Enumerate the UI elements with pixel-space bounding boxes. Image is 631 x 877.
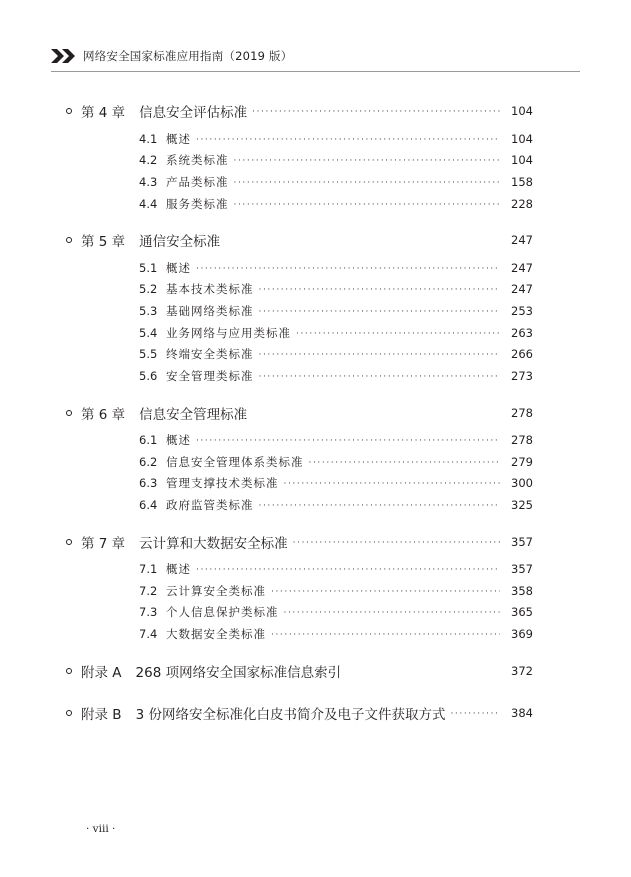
chapter-number: 第 4 章 (81, 105, 126, 121)
chapter-number: 第 6 章 (81, 407, 126, 423)
dot-leader (196, 436, 500, 446)
page-number: 247 (511, 233, 533, 247)
section-title: 服务类标准 (166, 197, 229, 211)
page-number: 278 (511, 433, 533, 447)
section-title: 终端安全类标准 (166, 347, 254, 361)
section-number: 5.5 (139, 347, 158, 361)
toc-section[interactable] (139, 496, 533, 514)
page-number: 365 (511, 605, 533, 619)
page-number: 384 (511, 706, 533, 720)
section-title: 业务网络与应用类标准 (166, 326, 291, 340)
chapter-number: 第 5 章 (81, 234, 126, 250)
page-number: 357 (511, 535, 533, 549)
chapter-title: 云计算和大数据安全标准 (139, 536, 288, 552)
page-folio: · viii · (86, 823, 116, 835)
section-title: 概述 (166, 132, 191, 146)
toc-section[interactable] (139, 195, 533, 213)
dot-leader (271, 630, 500, 640)
bullet-icon (66, 668, 72, 674)
section-title: 政府监管类标准 (166, 498, 254, 512)
section-number: 7.1 (139, 562, 158, 576)
bullet-icon (66, 108, 72, 114)
section-number: 6.3 (139, 476, 158, 490)
toc-section[interactable] (139, 280, 533, 298)
section-number: 5.3 (139, 304, 158, 318)
dot-leader (196, 135, 500, 145)
toc-section[interactable] (139, 431, 533, 449)
appendix-title: 268 项网络安全国家标准信息索引 (135, 665, 342, 681)
section-number: 5.4 (139, 326, 158, 340)
dot-leader (259, 501, 501, 511)
bullet-icon (66, 710, 72, 716)
section-number: 7.3 (139, 605, 158, 619)
page-number: 263 (511, 326, 533, 340)
section-title: 概述 (166, 562, 191, 576)
dot-leader (293, 538, 500, 548)
toc-chapter-7[interactable] (66, 532, 533, 552)
section-number: 4.1 (139, 132, 158, 146)
toc-section[interactable] (139, 625, 533, 643)
page-number: 253 (511, 304, 533, 318)
toc-section[interactable] (139, 259, 533, 277)
page-number: 104 (511, 153, 533, 167)
toc-section[interactable] (139, 173, 533, 191)
toc-chapter-6[interactable] (66, 403, 533, 423)
appendix-number: 附录 A (81, 665, 122, 681)
toc-appendix-b[interactable] (66, 703, 533, 723)
appendix-number: 附录 B (81, 707, 122, 723)
section-number: 7.4 (139, 627, 158, 641)
section-title: 产品类标准 (166, 175, 229, 189)
section-number: 5.6 (139, 369, 158, 383)
section-title: 基本技术类标准 (166, 282, 254, 296)
section-number: 5.1 (139, 261, 158, 275)
page-number: 279 (511, 455, 533, 469)
dot-leader (234, 178, 501, 188)
toc-section[interactable] (139, 324, 533, 342)
page-number: 266 (511, 347, 533, 361)
section-number: 4.3 (139, 175, 158, 189)
chapter-title: 通信安全标准 (139, 234, 221, 250)
dot-leader (196, 264, 500, 274)
dot-leader (259, 350, 501, 360)
section-title: 概述 (166, 433, 191, 447)
dot-leader (259, 285, 501, 295)
bullet-icon (66, 410, 72, 416)
dot-leader (271, 587, 500, 597)
running-header (51, 47, 292, 65)
section-title: 概述 (166, 261, 191, 275)
toc-section[interactable] (139, 603, 533, 621)
chapter-title: 信息安全管理标准 (139, 407, 248, 423)
toc-section[interactable] (139, 130, 533, 148)
dot-leader (309, 458, 501, 468)
section-title: 系统类标准 (166, 153, 229, 167)
toc-chapter-5[interactable] (66, 230, 533, 250)
section-number: 6.2 (139, 455, 158, 469)
toc-section[interactable] (139, 345, 533, 363)
double-chevron-right-icon (51, 49, 77, 63)
dot-leader (296, 329, 500, 339)
page-number: 104 (511, 104, 533, 118)
dot-leader (196, 565, 500, 575)
page-number: 358 (511, 584, 533, 598)
toc-section[interactable] (139, 367, 533, 385)
page-number: 325 (511, 498, 533, 512)
dot-leader (450, 709, 500, 719)
bullet-icon (66, 539, 72, 545)
dot-leader (259, 307, 501, 317)
page-number: 273 (511, 369, 533, 383)
section-title: 云计算安全类标准 (166, 584, 266, 598)
page-number: 228 (511, 197, 533, 211)
section-title: 基础网络类标准 (166, 304, 254, 318)
section-number: 4.2 (139, 153, 158, 167)
section-title: 管理支撑技术类标准 (166, 476, 279, 490)
appendix-title: 3 份网络安全标准化白皮书简介及电子文件获取方式 (135, 707, 446, 723)
toc-chapter-4[interactable] (66, 101, 533, 121)
toc-section[interactable] (139, 302, 533, 320)
section-number: 5.2 (139, 282, 158, 296)
section-title: 安全管理类标准 (166, 369, 254, 383)
toc-section[interactable] (139, 560, 533, 578)
dot-leader (252, 107, 500, 117)
section-title: 个人信息保护类标准 (166, 605, 279, 619)
header-divider (51, 71, 580, 72)
toc-section[interactable] (139, 582, 533, 600)
section-number: 7.2 (139, 584, 158, 598)
toc-section[interactable] (139, 453, 533, 471)
page-number: 278 (511, 406, 533, 420)
page-number: 300 (511, 476, 533, 490)
dot-leader (234, 156, 501, 166)
dot-leader (234, 200, 501, 210)
toc-appendix-a[interactable] (66, 661, 533, 681)
section-title: 大数据安全类标准 (166, 627, 266, 641)
page-number: 357 (511, 562, 533, 576)
page-number: 247 (511, 282, 533, 296)
page-number: 247 (511, 261, 533, 275)
dot-leader (284, 479, 501, 489)
chapter-title: 信息安全评估标准 (139, 105, 248, 121)
page-number: 369 (511, 627, 533, 641)
toc-section[interactable] (139, 151, 533, 169)
bullet-icon (66, 237, 72, 243)
section-number: 6.1 (139, 433, 158, 447)
section-number: 6.4 (139, 498, 158, 512)
dot-leader (284, 608, 501, 618)
page-number: 372 (511, 664, 533, 678)
chapter-number: 第 7 章 (81, 536, 126, 552)
dot-leader (259, 372, 501, 382)
toc-section[interactable] (139, 474, 533, 492)
section-number: 4.4 (139, 197, 158, 211)
page-number: 104 (511, 132, 533, 146)
book-title: 网络安全国家标准应用指南（2019 版） (83, 49, 293, 63)
section-title: 信息安全管理体系类标准 (166, 455, 304, 469)
page-number: 158 (511, 175, 533, 189)
